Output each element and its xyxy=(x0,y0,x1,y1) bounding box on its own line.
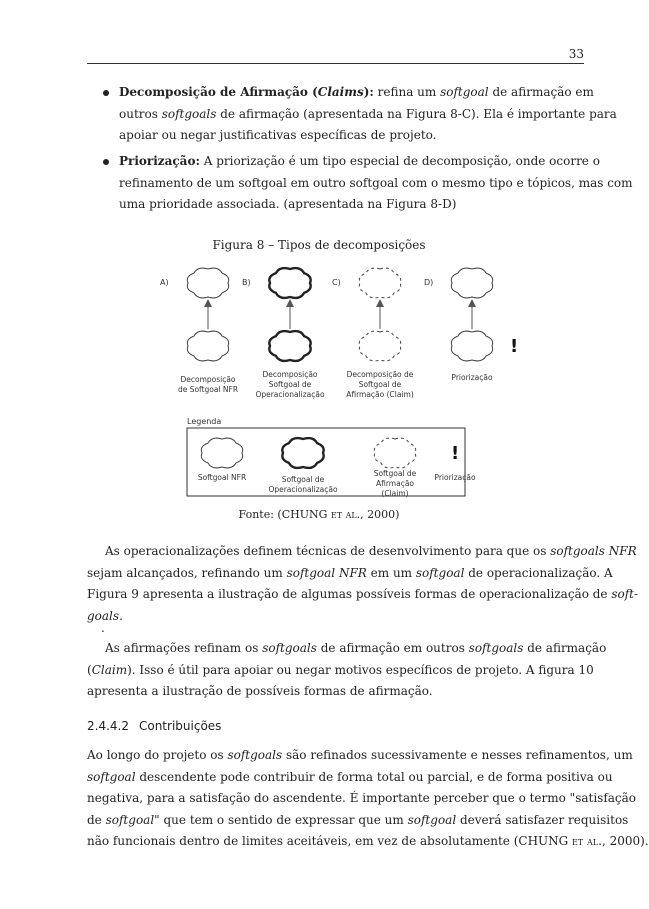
text-line: apresenta a ilustração de possíveis formas de afirmação. xyxy=(87,684,433,698)
text-line: As operacionalizações definem técnicas de desenvolvimento para que os softgoals NFR xyxy=(105,544,637,558)
panel-label: Decomposição de Softgoal NFR xyxy=(177,375,239,394)
cloud-parent xyxy=(359,268,400,298)
legend-label: Priorização xyxy=(434,473,476,482)
priority-mark: ! xyxy=(510,336,519,357)
panel-label: Priorização xyxy=(451,373,493,382)
legend-cloud xyxy=(282,438,323,468)
text-line: softgoal descendente pode contribuir de forma total ou parcial, e de forma positiva ou xyxy=(87,769,613,784)
text-line: outros softgoals de afirmação (apresentada na Figura 8-C). Ela é importante para xyxy=(119,106,617,121)
text-line: sejam alcançados, refinando um softgoal NFR em um softgoal de operacionalização. A xyxy=(87,565,613,580)
panel-label: Decomposição de Softgoal de Afirmação (Claim) xyxy=(346,370,414,399)
cloud-child xyxy=(359,331,400,361)
source-cite: CHUNG et al. xyxy=(281,508,361,521)
panel-label: Decomposição Softgoal de Operacionalização xyxy=(255,370,325,399)
figure-source xyxy=(0,508,638,521)
header-rule xyxy=(87,63,584,64)
cloud-child xyxy=(451,331,492,361)
text-line: apoiar ou negar justificativas específicas de projeto. xyxy=(119,128,437,142)
bullet-dot xyxy=(103,159,109,165)
text-line: de softgoal" que tem o sentido de expressar que um softgoal deverá satisfazer requisitos xyxy=(87,812,629,827)
paragraph-contribuicoes xyxy=(87,745,649,853)
panel-letter: C) xyxy=(332,278,341,287)
text-line: Decomposição de Afirmação (Claims): refina um softgoal de afirmação em xyxy=(119,85,594,99)
legend-title: Legenda xyxy=(187,417,222,426)
text-line: não funcionais dentro de limites aceitáveis, em vez de absolutamente (CHUNG et al., 2000). xyxy=(87,834,649,848)
paragraph-operacionalizacoes xyxy=(87,541,639,627)
paragraph-afirmacoes xyxy=(87,638,607,703)
legend-label: Softgoal NFR xyxy=(197,473,247,482)
bullet-text xyxy=(119,82,617,147)
bullet-dot xyxy=(103,90,109,96)
text-line: Figura 9 apresenta a ilustração de algumas possíveis formas de operacionalização de soft- xyxy=(87,587,639,601)
figure-caption: Figura 8 – Tipos de decomposições xyxy=(212,238,426,252)
section-number: 2.4.4.2 xyxy=(87,719,129,733)
figure-8-diagram xyxy=(140,255,530,505)
cloud-parent xyxy=(451,268,492,298)
legend-label: Softgoal de Afirmação (Claim) xyxy=(373,469,417,498)
legend-cloud xyxy=(374,438,415,468)
page-number: 33 xyxy=(568,47,584,61)
panel-letter: A) xyxy=(160,278,169,287)
stray-dot: . xyxy=(101,621,105,635)
legend-cloud xyxy=(201,438,242,468)
cloud-parent xyxy=(269,268,310,298)
text-line: refinamento de um softgoal em outro softgoal com o mesmo tipo e tópicos, mas com xyxy=(119,175,633,190)
legend-priority-mark: ! xyxy=(451,443,460,464)
text-line: uma prioridade associada. (apresentada na Figura 8-D) xyxy=(119,197,457,211)
legend-label: Softgoal de Operacionalização xyxy=(268,475,338,494)
text-line: Ao longo do projeto os softgoals são refinados sucessivamente e nesses refinamentos, um xyxy=(87,748,633,762)
text-line: (Claim). Isso é útil para apoiar ou negar motivos específicos de projeto. A figura 10 xyxy=(87,662,594,677)
section-heading xyxy=(87,719,221,733)
panel-letter: D) xyxy=(424,278,434,287)
cloud-child xyxy=(269,331,310,361)
bullet-text xyxy=(119,151,633,216)
text-line: As afirmações refinam os softgoals de afirmação em outros softgoals de afirmação xyxy=(105,641,607,655)
cloud-parent xyxy=(187,268,228,298)
text-line: goals. xyxy=(87,608,123,623)
text-line: Priorização: A priorização é um tipo especial de decomposição, onde ocorre o xyxy=(119,154,600,168)
text-line: negativa, para a satisfação do ascendente. É importante perceber que o termo "satisfação xyxy=(87,791,637,805)
section-title: Contribuições xyxy=(138,719,222,733)
cloud-child xyxy=(187,331,228,361)
panel-letter: B) xyxy=(242,278,251,287)
source-suffix: , 2000) xyxy=(360,508,400,521)
source-prefix: Fonte: ( xyxy=(238,508,282,521)
